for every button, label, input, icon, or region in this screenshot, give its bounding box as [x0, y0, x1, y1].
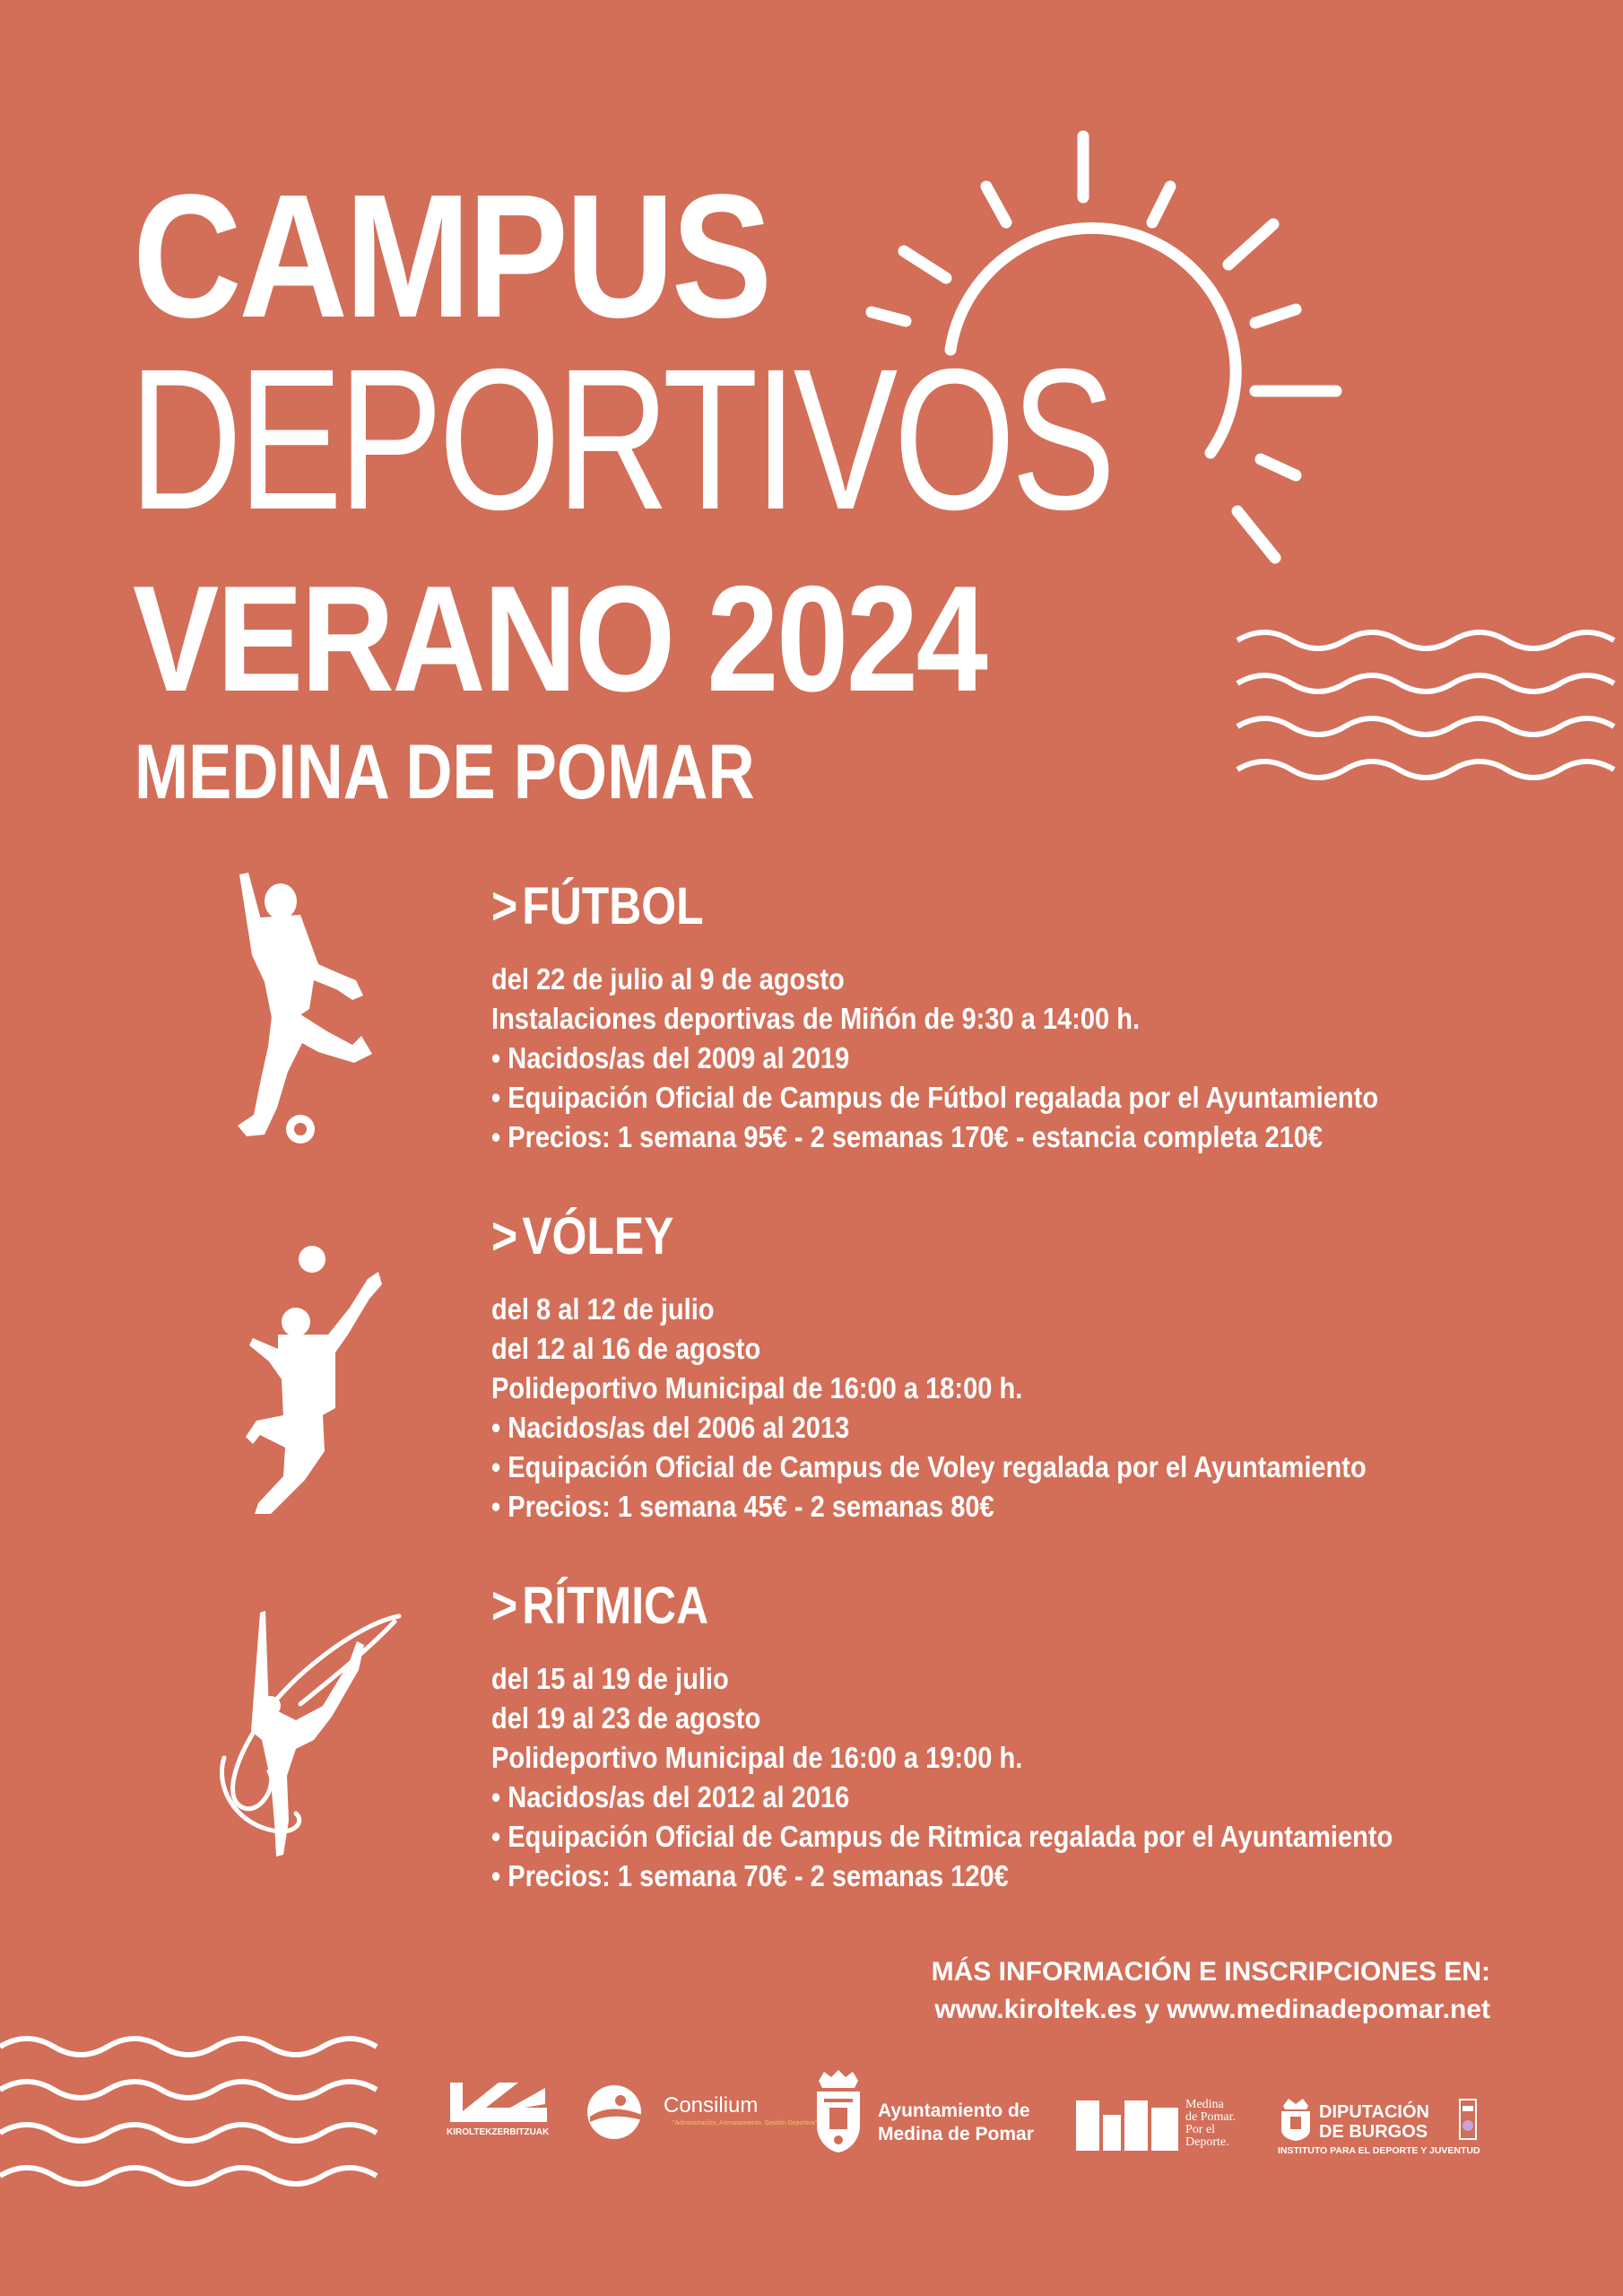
logo-medina-deporte	[1076, 2090, 1255, 2161]
ayuntamiento-line1: Ayuntamiento de	[878, 2100, 1030, 2121]
consilium-tagline: "Administración, Asesoramiento, Gestión Deportiva"	[673, 2120, 817, 2126]
section-voley-line: • Nacidos/as del 2006 al 2013	[491, 1411, 850, 1444]
section-futbol-line: del 22 de julio al 9 de agosto	[491, 962, 845, 996]
rhythmic-gymnast-icon	[206, 1605, 412, 1866]
section-futbol-heading: FÚTBOL	[522, 877, 704, 935]
section-ritmica-heading: RÍTMICA	[522, 1577, 709, 1635]
info-block	[932, 1953, 1490, 2029]
diputacion-line2: DE BURGOS	[1319, 2122, 1428, 2142]
section-voley-line: del 8 al 12 de julio	[491, 1292, 715, 1326]
medina-deporte-line1: Medina	[1185, 2098, 1224, 2111]
diputacion-line3: INSTITUTO PARA EL DEPORTE Y JUVENTUD	[1278, 2145, 1480, 2156]
section-marker: >	[491, 1577, 518, 1635]
info-title: MÁS INFORMACIÓN E INSCRIPCIONES EN:	[931, 1957, 1490, 1987]
consilium-logo-icon	[583, 2081, 646, 2144]
section-ritmica-line: del 19 al 23 de agosto	[491, 1701, 761, 1735]
medina-deporte-line3: Por el	[1185, 2123, 1216, 2136]
section-ritmica-line: • Nacidos/as del 2012 al 2016	[491, 1780, 850, 1813]
medina-deporte-logo-icon	[1076, 2100, 1180, 2151]
ayuntamiento-line2: Medina de Pomar	[878, 2124, 1034, 2144]
section-voley-title	[491, 1207, 1402, 1265]
section-voley-line: del 12 al 16 de agosto	[491, 1332, 761, 1365]
section-futbol	[491, 877, 1549, 1157]
section-futbol-title	[491, 877, 1402, 935]
section-ritmica-line: • Equipación Oficial de Campus de Ritmica regalada por el Ayuntamiento	[491, 1820, 1393, 1853]
section-ritmica	[491, 1577, 1549, 1896]
section-ritmica-line: • Precios: 1 semana 70€ - 2 semanas 120€	[491, 1859, 1009, 1892]
logo-consilium	[583, 2081, 817, 2144]
section-voley-line: • Equipación Oficial de Campus de Voley regalada por el Ayuntamiento	[491, 1450, 1367, 1483]
section-futbol-line: • Nacidos/as del 2009 al 2019	[491, 1041, 850, 1074]
section-ritmica-title	[491, 1577, 1402, 1635]
consilium-name: Consilium	[664, 2093, 759, 2118]
section-futbol-line: • Equipación Oficial de Campus de Fútbol regalada por el Ayuntamiento	[491, 1081, 1379, 1114]
diputacion-badge-icon	[1459, 2099, 1477, 2140]
section-futbol-line: Instalaciones deportivas de Miñón de 9:30 a 14:00 h.	[491, 1002, 1141, 1035]
diputacion-crest-icon	[1278, 2097, 1314, 2142]
title-location: MEDINA DE POMAR	[135, 729, 755, 815]
waves-right-icon	[1237, 628, 1623, 807]
section-ritmica-line: Polideportivo Municipal de 16:00 a 19:00 h.	[491, 1741, 1023, 1774]
logo-ayuntamiento	[812, 2068, 1045, 2158]
soccer-player-icon	[229, 874, 381, 1152]
kiroltek-text: KIROLTEKZERBITZUAK	[447, 2127, 550, 2137]
volleyball-player-icon	[242, 1245, 386, 1514]
section-voley-heading: VÓLEY	[522, 1207, 674, 1265]
waves-left-icon	[0, 2025, 386, 2213]
section-futbol-line: • Precios: 1 semana 95€ - 2 semanas 170€ - estancia completa 210€	[491, 1120, 1324, 1153]
medina-deporte-text	[1185, 2099, 1236, 2149]
section-voley-line: Polideportivo Municipal de 16:00 a 18:00 h.	[491, 1371, 1023, 1405]
logo-diputacion	[1278, 2095, 1493, 2167]
medina-deporte-line4: Deporte.	[1185, 2135, 1229, 2149]
title-deportivos: DEPORTIVOS	[129, 327, 1112, 552]
section-voley-line: • Precios: 1 semana 45€ - 2 semanas 80€	[491, 1490, 994, 1523]
kiroltek-logo-icon	[447, 2079, 554, 2127]
section-ritmica-line: del 15 al 19 de julio	[491, 1662, 729, 1695]
section-voley	[491, 1207, 1549, 1526]
section-marker: >	[491, 1207, 518, 1265]
title-verano: VERANO 2024	[133, 554, 986, 723]
coat-of-arms-icon	[812, 2068, 865, 2154]
info-urls[interactable]: www.kiroltek.es y www.medinadepomar.net	[934, 1995, 1490, 2024]
logo-kiroltek	[447, 2079, 554, 2144]
title-campus: CAMPUS	[133, 158, 769, 354]
section-marker: >	[491, 877, 518, 935]
diputacion-line1: DIPUTACIÓN	[1319, 2102, 1429, 2122]
medina-deporte-line2: de Pomar.	[1185, 2110, 1236, 2124]
